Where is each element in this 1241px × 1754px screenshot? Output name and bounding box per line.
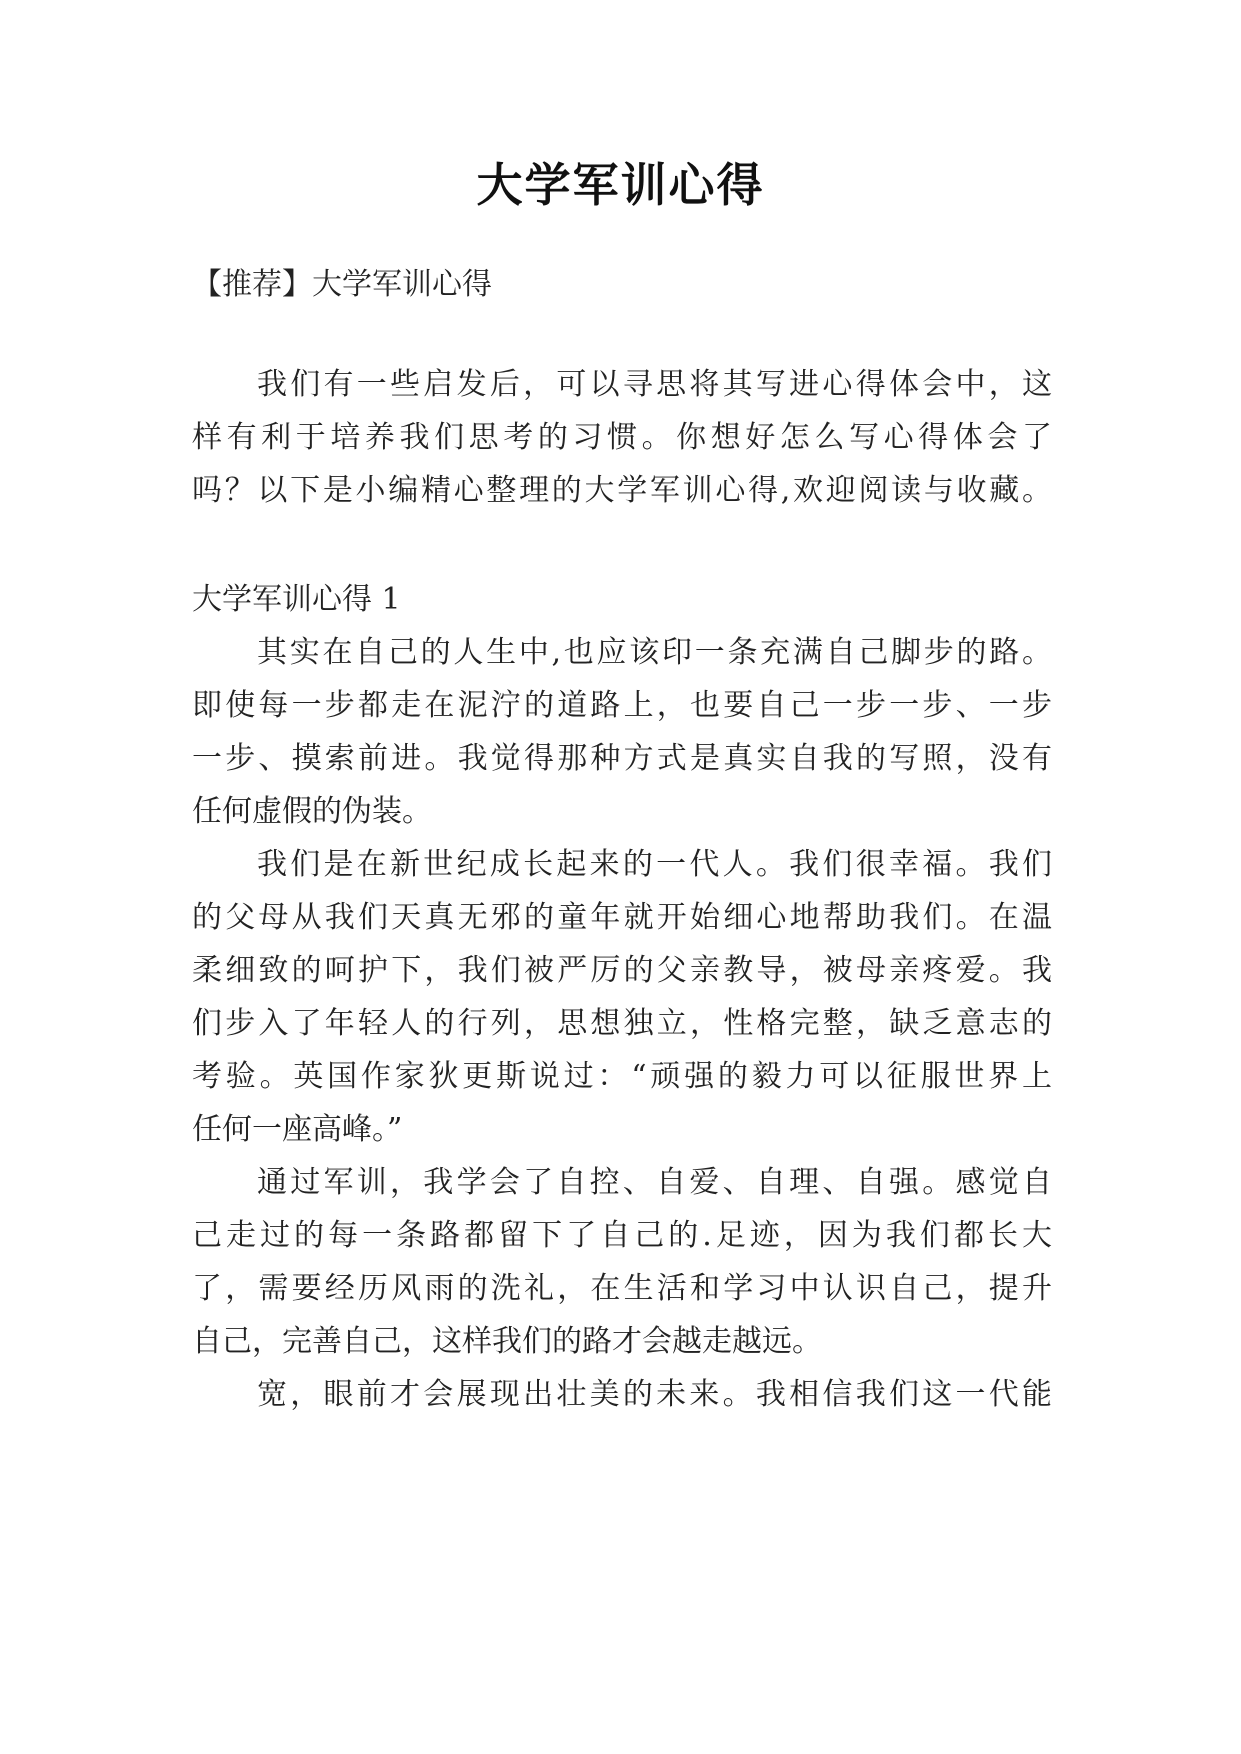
intro-line: 吗？以下是小编精心整理的大学军训心得,欢迎阅读与收藏。	[192, 473, 1052, 508]
intro-line: 我们有一些启发后，可以寻思将其写进心得体会中，这	[257, 367, 1052, 402]
body-line: 我们是在新世纪成长起来的一代人。我们很幸福。我们	[257, 847, 1052, 882]
body-line: 柔细致的呵护下，我们被严厉的父亲教导，被母亲疼爱。我	[192, 953, 1052, 988]
body-line: 的父母从我们天真无邪的童年就开始细心地帮助我们。在温	[192, 900, 1052, 935]
body-line: 己走过的每一条路都留下了自己的.足迹，因为我们都长大	[192, 1218, 1052, 1253]
body-line: 宽，眼前才会展现出壮美的未来。我相信我们这一代能	[257, 1377, 1052, 1412]
intro-line: 样有利于培养我们思考的习惯。你想好怎么写心得体会了	[192, 420, 1052, 455]
recommend-heading: 【推荐】大学军训心得	[192, 267, 492, 302]
body-line: 考验。英国作家狄更斯说过：“顽强的毅力可以征服世界上	[192, 1059, 1052, 1094]
section-heading: 大学军训心得 1	[192, 582, 401, 617]
body-line: 即使每一步都走在泥泞的道路上，也要自己一步一步、一步	[192, 688, 1052, 723]
document-title: 大学军训心得	[476, 158, 765, 212]
body-line: 自己，完善自己，这样我们的路才会越走越远。	[192, 1324, 822, 1359]
body-line: 了，需要经历风雨的洗礼，在生活和学习中认识自己，提升	[192, 1271, 1052, 1306]
body-line: 们步入了年轻人的行列，思想独立，性格完整，缺乏意志的	[192, 1006, 1052, 1041]
body-line: 任何一座高峰。”	[192, 1112, 403, 1147]
body-line: 一步、摸索前进。我觉得那种方式是真实自我的写照，没有	[192, 741, 1052, 776]
body-line: 通过军训，我学会了自控、自爱、自理、自强。感觉自	[257, 1165, 1052, 1200]
body-line: 其实在自己的人生中,也应该印一条充满自己脚步的路。	[257, 635, 1052, 670]
body-line: 任何虚假的伪装。	[192, 794, 432, 829]
